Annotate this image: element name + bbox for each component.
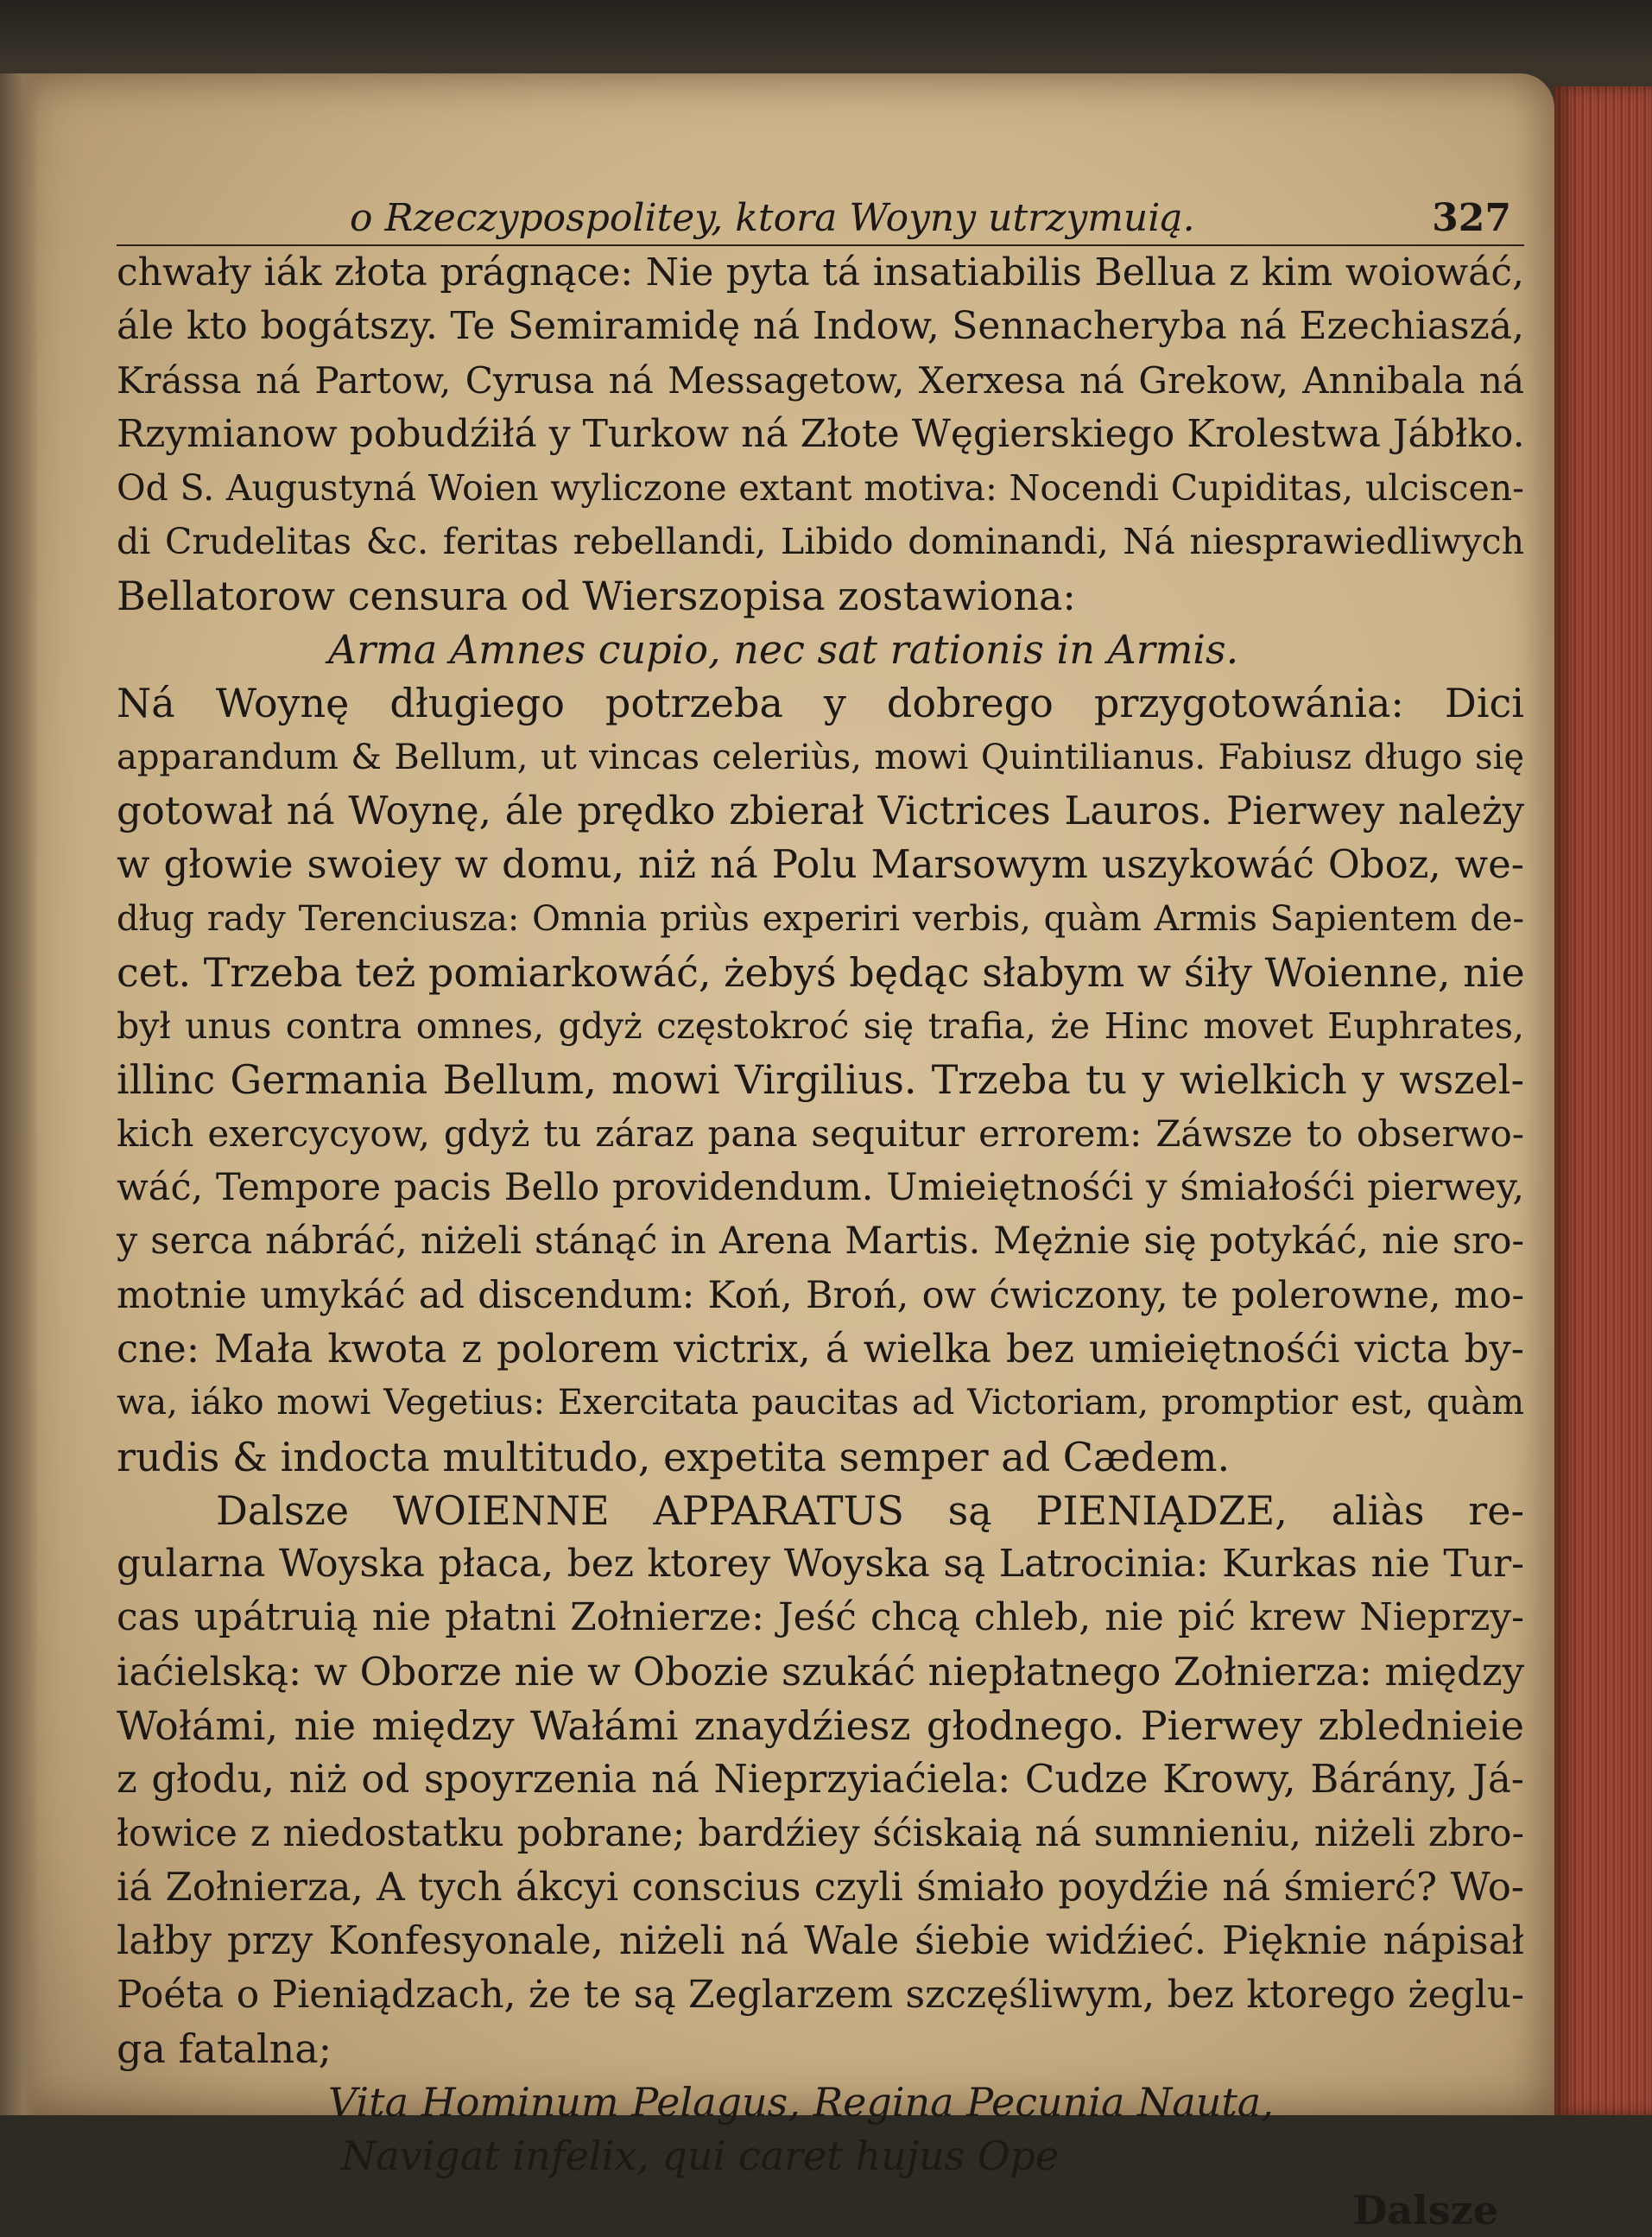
text-line: cas upátruią nie płatni Zołnierze: Jeść chcą chleb, nie pić krew Nieprzy-: [117, 1595, 1524, 1640]
text-line: illinc Germania Bellum, mowi Virgilius. Trzeba tu y wielkich y wszel-: [117, 1056, 1524, 1104]
text-line: Poéta o Pieniądzach, że te są Zeglarzem szczęśliwym, bez ktorego żeglu-: [117, 1972, 1524, 2017]
text-line: motnie umykáć ad discendum: Koń, Broń, ow ćwiczony, te polerowne, mo-: [117, 1273, 1524, 1317]
poem-verse: Vita Hominum Pelagus, Regina Pecunia Nauta,: [328, 2079, 1274, 2126]
text-line: w głowie swoiey w domu, niż ná Polu Marsowym uszykowáć Oboz, we-: [117, 841, 1524, 888]
page-number: 327: [1432, 196, 1511, 240]
text-line: wáć, Tempore pacis Bello providendum. Umieiętnośći y śmiałośći pierwey,: [117, 1166, 1524, 1210]
text-line: y serca nábráć, niżeli stánąć in Arena Martis. Mężnie się potykáć, nie sro-: [117, 1220, 1524, 1264]
text-line: był unus contra omnes, gdyż częstokroć się trafia, że Hinc movet Euphrates,: [117, 1005, 1524, 1048]
page-gutter: [0, 73, 39, 2115]
quoted-verse: Arma Amnes cupio, nec sat rationis in Armis.: [328, 626, 1239, 674]
text-line: cet. Trzeba też pomiarkowáć, żebyś będąc słabym w śiły Woienne, nie: [117, 948, 1525, 996]
page-text: [117, 194, 1524, 2237]
text-line: Krássa ná Partow, Cyrusa ná Messagetow, Xerxesa ná Grekow, Annibala ná: [117, 358, 1524, 402]
text-line: łowice z niedostatku pobrane; bardźiey śćiskaią ná sumnieniu, niżeli zbro-: [117, 1811, 1524, 1855]
text-line: Od S. Augustyná Woien wyliczone extant motiva: Nocendi Cupiditas, ulciscen-: [117, 467, 1524, 510]
text-line: ále kto bogátszy. Te Semiramidę ná Indow, Sennacheryba ná Ezechiaszá,: [117, 304, 1524, 349]
text-line: kich exercycyow, gdyż tu záraz pana sequitur errorem: Záwsze to obserwo-: [117, 1112, 1524, 1155]
text-line: iá Zołnierza, A tych ákcyi conscius czyli śmiało poydźie ná śmierć? Wo-: [117, 1863, 1524, 1910]
paragraph-start: Ná Woynę długiego potrzeba y dobrego przygotowánia: Dici: [117, 680, 1524, 727]
text-line: lałby przy Konfesyonale, niżeli ná Wale śiebie widźieć. Pięknie nápisał: [117, 1917, 1524, 1964]
page-edges: [1554, 86, 1652, 2115]
text-line: Wołámi, nie między Wałámi znaydźiesz głodnego. Pierwey zblednieie: [117, 1702, 1524, 1750]
poem-verse: Navigat infelix, qui caret hujus Ope: [341, 2132, 1060, 2180]
catchword: Dalsze: [1352, 2186, 1498, 2234]
text-line: rudis & indocta multitudo, expetita semper ad Cædem.: [117, 1433, 1231, 1480]
text-line: di Crudelitas &c. feritas rebellandi, Libido dominandi, Ná niesprawiedliwych: [117, 521, 1524, 563]
text-line: cne: Mała kwota z polorem victrix, á wielka bez umieiętnośći victa by-: [117, 1325, 1524, 1372]
text-line: gotował ná Woynę, ále prędko zbierał Victrices Lauros. Pierwey należy: [117, 787, 1524, 833]
running-header: [117, 194, 1524, 246]
text-line: ga fatalna;: [117, 2025, 332, 2072]
text-line: Rzymianow pobudźiłá y Turkow ná Złote Węgierskiego Krolestwa Jábłko.: [117, 411, 1525, 456]
paragraph-start: Dalsze WOIENNE APPARATUS są PIENIĄDZE, aliàs re-: [216, 1486, 1524, 1534]
text-line: dług rady Terenciusza: Omnia priùs experiri verbis, quàm Armis Sapientem de-: [117, 898, 1524, 939]
text-line: Bellatorow censura od Wierszopisa zostawiona:: [117, 572, 1076, 619]
running-title: o Rzeczypospolitey, ktora Woyny utrzymuią.: [350, 196, 1195, 240]
text-line: iaćielską: w Oborze nie w Obozie szukáć niepłatnego Zołnierza: między: [117, 1648, 1524, 1695]
text-line: z głodu, niż od spoyrzenia ná Nieprzyiaćiela: Cudze Krowy, Bárány, Já-: [117, 1756, 1524, 1803]
text-line: wa, iáko mowi Vegetius: Exercitata paucitas ad Victoriam, promptior est, quàm: [117, 1383, 1524, 1423]
text-line: chwały iák złota prágnące: Nie pyta tá insatiabilis Bellua z kim woiowáć,: [117, 250, 1524, 295]
text-line: gularna Woyska płaca, bez ktorey Woyska są Latrocinia: Kurkas nie Tur-: [117, 1542, 1524, 1587]
text-line: apparandum & Bellum, ut vincas celeriùs, mowi Quintilianus. Fabiusz długo się: [117, 737, 1524, 777]
